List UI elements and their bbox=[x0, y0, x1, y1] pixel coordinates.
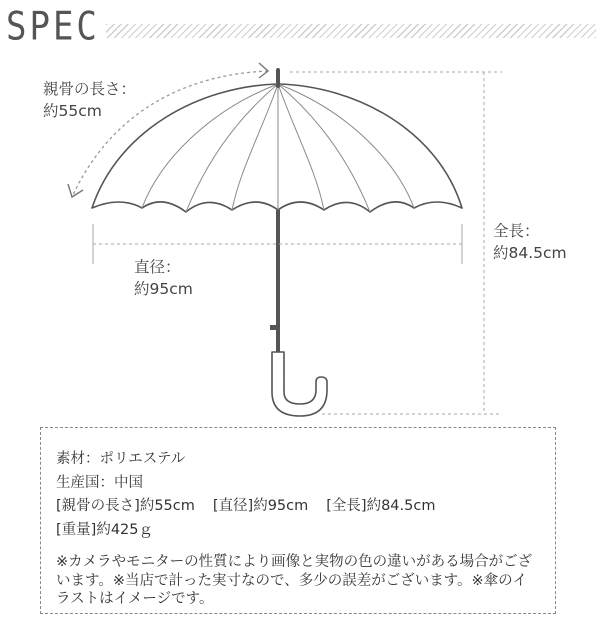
spec-dimensions bbox=[56, 495, 541, 519]
diameter-label bbox=[134, 256, 193, 300]
spec-list bbox=[56, 448, 541, 542]
page-title: SPEC bbox=[6, 4, 100, 50]
diameter-value: 約95cm bbox=[134, 280, 193, 298]
rib-length-title: 親骨の長さ： bbox=[43, 80, 137, 98]
umbrella-canopy bbox=[92, 84, 462, 212]
total-length-label bbox=[493, 220, 567, 264]
rib-length-value: 約55cm bbox=[43, 102, 102, 120]
total-length-title: 全長： bbox=[493, 222, 540, 240]
spec-rib-length: [親骨の長さ]約55cm bbox=[56, 498, 195, 514]
spec-total-length: [全長]約84.5cm bbox=[326, 498, 436, 514]
umbrella-handle bbox=[272, 352, 327, 416]
rib-length-label bbox=[43, 78, 136, 122]
total-length-value: 約84.5cm bbox=[493, 244, 567, 262]
umbrella-shaft-button bbox=[270, 325, 278, 330]
rib-arrow-head-left bbox=[68, 184, 83, 197]
note-text: ※カメラやモニターの性質により画像と実物の色の違いがある場合がございます。※当店で計った実寸なので、多少の誤差がございます。※傘のイラストはイメージです。 bbox=[56, 554, 533, 607]
spec-box bbox=[40, 427, 556, 614]
spec-weight: [重量]約425ｇ bbox=[56, 521, 153, 538]
spec-diameter: [直径]約95cm bbox=[212, 498, 309, 514]
spec-origin: 生産国：中国 bbox=[56, 474, 143, 491]
diameter-title: 直径： bbox=[134, 258, 181, 276]
spec-material: 素材：ポリエステル bbox=[56, 451, 186, 467]
note-block bbox=[56, 553, 541, 609]
rib-arrow-head-right bbox=[259, 63, 268, 78]
